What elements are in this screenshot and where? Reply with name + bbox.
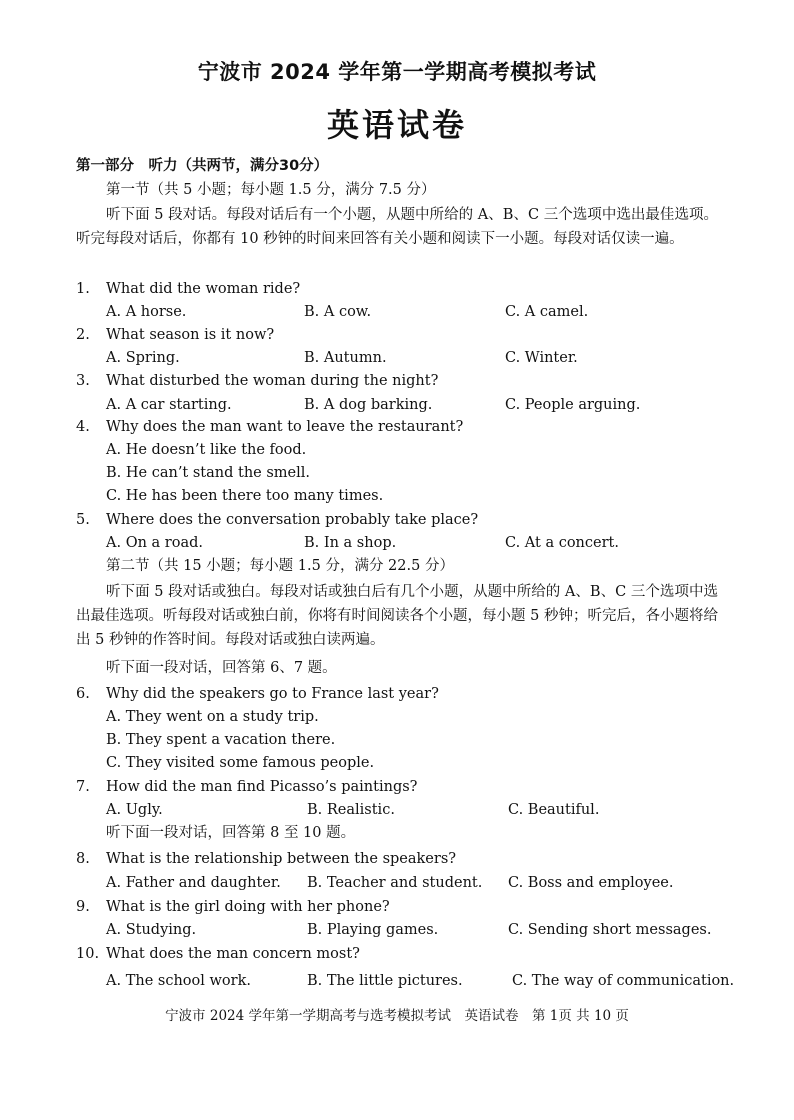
question-text: What disturbed the woman during the night? (106, 373, 439, 389)
question-number: 7. (76, 779, 90, 795)
option-b: B. They spent a vacation there. (106, 732, 336, 748)
question-number: 10. (76, 946, 100, 962)
option-b: B. Playing games. (307, 922, 439, 938)
question-number: 9. (76, 899, 90, 915)
question-text: How did the man find Picasso’s paintings? (106, 779, 418, 795)
question-text: What does the man concern most? (106, 946, 360, 962)
section2-instructions (76, 580, 718, 652)
option-a: A. He doesn’t like the food. (106, 442, 307, 458)
question-number: 8. (76, 851, 90, 867)
section1-instructions-text: 听下面 5 段对话。每段对话后有一个小题，从题中所给的 A、B、C 三个选项中选出最佳选项。听完每段对话后，你都有 10 秒钟的时间来回答有关小题和阅读下一小题。每段对话仅读一遍。 (76, 207, 718, 247)
option-c: C. He has been there too many times. (106, 488, 384, 504)
question-text: What is the relationship between the speakers? (106, 851, 457, 867)
option-c: C. People arguing. (505, 397, 641, 413)
option-a: A. Father and daughter. (106, 875, 281, 891)
option-c: C. Boss and employee. (508, 875, 674, 891)
listening-cue: 听下面一段对话，回答第 8 至 10 题。 (106, 825, 356, 841)
option-a: A. On a road. (106, 535, 203, 551)
option-c: C. Winter. (505, 350, 578, 366)
option-b: B. A dog barking. (304, 397, 433, 413)
exam-subject-title: 英语试卷 (326, 106, 467, 144)
question-text: Where does the conversation probably take place? (106, 512, 479, 528)
option-c: C. Beautiful. (508, 802, 600, 818)
option-b: B. Teacher and student. (307, 875, 483, 891)
option-c: C. The way of communication. (512, 973, 735, 989)
option-b: B. The little pictures. (307, 973, 463, 989)
option-c: C. Sending short messages. (508, 922, 712, 938)
listening-cue: 听下面一段对话，回答第 6、7 题。 (106, 660, 337, 676)
option-a: A. Studying. (106, 922, 197, 938)
page-footer: 宁波市 2024 学年第一学期高考与选考模拟考试 英语试卷 第 1页 共 10 页 (165, 1008, 629, 1024)
option-a: A. They went on a study trip. (106, 709, 319, 725)
option-c: C. At a concert. (505, 535, 619, 551)
option-b: B. He can’t stand the smell. (106, 465, 311, 481)
question-text: Why does the man want to leave the restaurant? (106, 419, 464, 435)
question-number: 1. (76, 281, 90, 297)
option-a: A. The school work. (106, 973, 251, 989)
question-number: 2. (76, 327, 90, 343)
option-b: B. Autumn. (304, 350, 387, 366)
option-a: A. A car starting. (106, 397, 232, 413)
option-b: B. In a shop. (304, 535, 397, 551)
section2-instructions-text: 听下面 5 段对话或独白。每段对话或独白后有几个小题，从题中所给的 A、B、C 三个选项中选出最佳选项。听每段对话或独白前，你将有时间阅读各个小题，每小题 5 秒钟；听完后，各小题将给出 5 秒钟的作答时间。每段对话或独白读两遍。 (76, 584, 718, 648)
question-text: What season is it now? (106, 327, 275, 343)
question-number: 4. (76, 419, 90, 435)
question-number: 5. (76, 512, 90, 528)
option-a: A. A horse. (106, 304, 187, 320)
option-c: C. A camel. (505, 304, 589, 320)
section1-instructions (76, 203, 718, 251)
question-text: Why did the speakers go to France last year? (106, 686, 439, 702)
section1-heading: 第一节（共 5 小题；每小题 1.5 分，满分 7.5 分） (106, 182, 436, 198)
option-a: A. Spring. (106, 350, 180, 366)
part1-heading: 第一部分 听力（共两节，满分30分） (76, 158, 329, 174)
question-number: 6. (76, 686, 90, 702)
question-text: What is the girl doing with her phone? (106, 899, 390, 915)
section2-heading: 第二节（共 15 小题；每小题 1.5 分，满分 22.5 分） (106, 558, 454, 574)
option-a: A. Ugly. (106, 802, 163, 818)
option-b: B. Realistic. (307, 802, 395, 818)
option-c: C. They visited some famous people. (106, 755, 375, 771)
exam-title: 宁波市 2024 学年第一学期高考模拟考试 (197, 60, 597, 84)
question-text: What did the woman ride? (106, 281, 301, 297)
question-number: 3. (76, 373, 90, 389)
option-b: B. A cow. (304, 304, 372, 320)
